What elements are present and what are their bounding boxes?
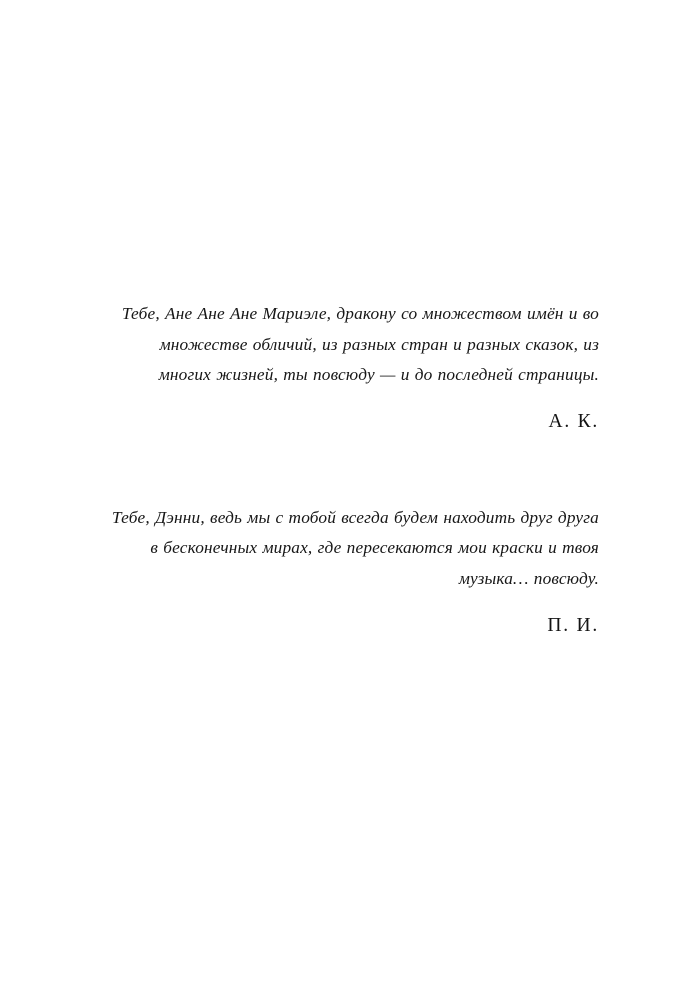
- dedication-signature-1: А. К.: [548, 410, 599, 432]
- dedication-block-1: [104, 299, 599, 433]
- dedication-text-2: Тебе, Дэнни, ведь мы с тобой всегда будем находить друг друга в бесконечных мирах, где пересекаются мои краски и твоя музыка… повсюду.: [111, 507, 599, 588]
- dedication-content: [0, 282, 695, 657]
- dedication-block-2: [104, 503, 599, 638]
- dedication-text-1: Тебе, Ане Ане Ане Мариэле, дракону со множеством имён и во множестве обличий, из разных стран и разных сказок, из многих жизней, ты повсюду — и до последней страницы.: [121, 304, 599, 385]
- dedication-signature-2: П. И.: [547, 615, 599, 637]
